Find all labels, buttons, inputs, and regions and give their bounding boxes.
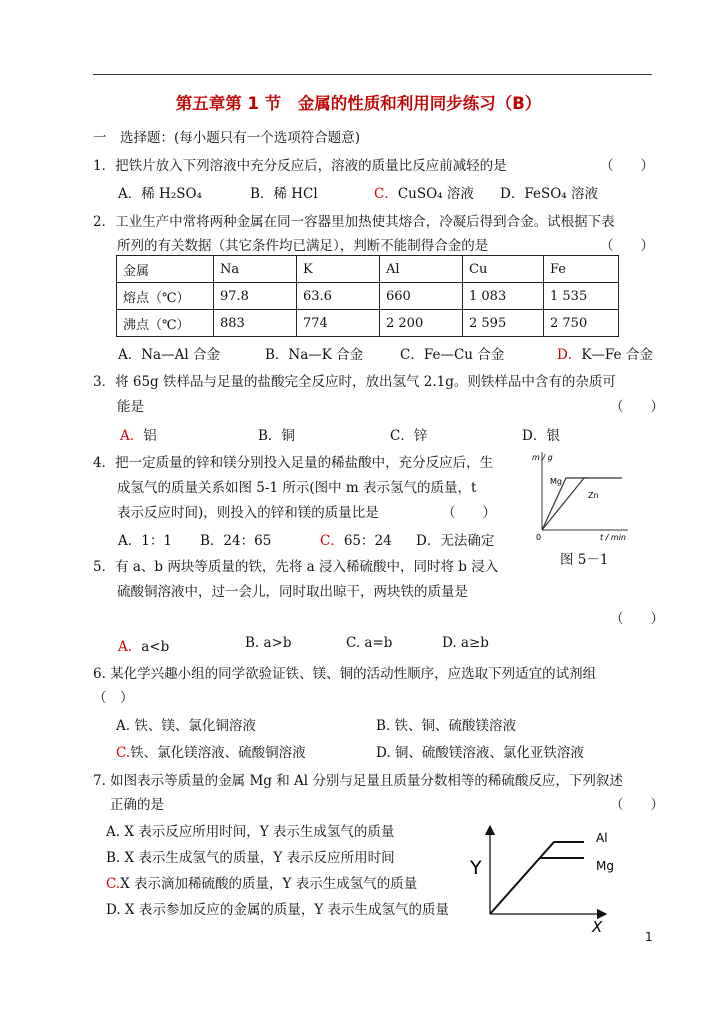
q3-stem-line1: 3．将 65g 铁样品与足量的盐酸完全反应时，放出氢气 2.1g。则铁样品中含有的杂质可: [93, 374, 616, 390]
q4-origin-label: 0: [536, 533, 542, 542]
table-cell: Cu: [463, 256, 544, 283]
table-cell: Al: [380, 256, 463, 283]
q5-stem-line2: 硫酸铜溶液中，过一会儿，同时取出晾干，两块铁的质量是: [117, 584, 468, 600]
q7-option-d: D. X 表示参加反应的金属的质量，Y 表示生成氢气的质量: [106, 902, 450, 918]
q7-figure: [466, 822, 626, 934]
q7-al-label: Al: [596, 831, 608, 845]
q2-option-d-text: K—Fe 合金: [581, 347, 653, 363]
table-cell: 熔点（℃）: [117, 283, 214, 310]
q2-stem-line1: 2．工业生产中常将两种金属在同一容器里加热使其熔合，冷凝后得到合金。试根据下表: [93, 214, 615, 230]
q6-answer-paren: （ ）: [93, 690, 134, 706]
table-cell: Na: [214, 256, 297, 283]
q3-option-a-letter: A．: [120, 428, 144, 444]
q5-option-a-text: a<b: [141, 639, 170, 655]
q1-answer-paren: （ ）: [600, 158, 654, 174]
q4-option-b: B．24：65: [200, 533, 272, 549]
q2-stem-line2: 所列的有关数据（其它条件均已满足），判断不能制得合金的是: [117, 238, 489, 254]
table-row: [117, 256, 619, 283]
q4-zn-label: Zn: [588, 491, 599, 500]
q7-x-label: X: [592, 918, 603, 934]
q4-x-label: t / min: [600, 533, 627, 542]
q5-option-a-letter: A．: [118, 639, 142, 655]
q7-y-label: Y: [470, 857, 482, 879]
q7-option-a: A. X 表示反应所用时间，Y 表示生成氢气的质量: [106, 824, 395, 840]
q1-option-c-text: CuSO₄ 溶液: [397, 186, 474, 202]
q7-mg-label: Mg: [596, 859, 614, 873]
table-cell: 97.8: [214, 283, 297, 310]
q1-option-c-letter: C．: [374, 186, 398, 202]
q2-option-b: B．Na—K 合金: [265, 347, 364, 363]
q2-data-table: [116, 255, 619, 337]
q1-stem: 1．把铁片放入下列溶液中充分反应后，溶液的质量比反应前减轻的是: [93, 158, 507, 174]
table-cell: 63.6: [297, 283, 380, 310]
q6-option-c: [116, 741, 306, 761]
q1-option-d: D．FeSO₄ 溶液: [500, 186, 598, 202]
q5-option-d: D. a≥b: [442, 635, 489, 651]
q1-option-c: [374, 182, 474, 202]
q6-option-a: A. 铁、镁、氯化铜溶液: [116, 718, 256, 734]
table-cell: Fe: [544, 256, 619, 283]
q3-answer-paren: （ ）: [610, 399, 664, 415]
q7-option-c-text: X 表示滴加稀硫酸的质量，Y 表示生成氢气的质量: [120, 876, 418, 892]
table-cell: 774: [297, 310, 380, 337]
table-cell: 1 083: [463, 283, 544, 310]
q6-stem-line1: 6. 某化学兴趣小组的同学欲验证铁、镁、铜的活动性顺序，应选取下列适宜的试剂组: [93, 666, 597, 682]
q7-option-b: B. X 表示生成氢气的质量，Y 表示反应所用时间: [106, 850, 395, 866]
q3-stem-line2: 能是: [117, 399, 144, 415]
q2-option-d: [557, 343, 653, 363]
q4-option-c: [320, 529, 392, 549]
table-row: [117, 310, 619, 337]
q4-stem-line1: 4．把一定质量的锌和镁分别投入足量的稀盐酸中，充分反应后，生: [93, 455, 494, 471]
q5-stem-line1: 5．有 a、b 两块等质量的铁，先将 a 浸入稀硫酸中，同时将 b 浸入: [93, 559, 499, 575]
q4-option-c-letter: C．: [320, 533, 344, 549]
section-heading: 一 选择题：(每小题只有一个选项符合题意): [93, 130, 361, 146]
q7-option-c: [106, 872, 417, 892]
page-number: 1: [645, 930, 653, 944]
q5-answer-paren: （ ）: [610, 611, 664, 627]
q4-figure-caption: 图 5－1: [560, 552, 609, 568]
q4-stem-line2: 成氢气的质量关系如图 5-1 所示(图中 m 表示氢气的质量，t: [117, 480, 477, 496]
table-row: [117, 283, 619, 310]
q5-option-a: [118, 635, 169, 655]
q2-option-a: A．Na—Al 合金: [118, 347, 220, 363]
q4-option-c-text: 65：24: [343, 533, 392, 549]
q3-option-c: C．锌: [390, 428, 428, 444]
table-cell: 2 750: [544, 310, 619, 337]
q6-option-b: B. 铁、铜、硫酸镁溶液: [376, 718, 517, 734]
q4-option-a: A．1：1: [118, 533, 172, 549]
q6-option-c-letter: C.: [116, 745, 131, 761]
q4-option-d: D．无法确定: [416, 533, 495, 549]
table-cell: 1 535: [544, 283, 619, 310]
q7-stem-line1: 7. 如图表示等质量的金属 Mg 和 Al 分别与足量且质量分数相等的稀硫酸反应，下列叙述: [93, 773, 623, 789]
q4-stem-line3: 表示反应时间)，则投入的锌和镁的质量比是: [117, 505, 379, 521]
q7-answer-paren: （ ）: [610, 797, 664, 813]
q1-option-b: B．稀 HCl: [250, 186, 318, 202]
page-title: 第五章第 1 节 金属的性质和利用同步练习（B）: [175, 94, 542, 113]
q4-figure: [528, 448, 638, 544]
q4-y-label: m / g: [532, 453, 553, 462]
q5-option-b: B. a>b: [245, 635, 292, 651]
q1-option-a: A．稀 H₂SO₄: [118, 186, 202, 202]
q3-option-a-text: 铝: [143, 428, 157, 444]
q7-al-line: [490, 842, 584, 914]
q2-option-d-letter: D．: [557, 347, 582, 363]
q7-stem-line2: 正确的是: [110, 797, 164, 813]
table-cell: 沸点（℃）: [117, 310, 214, 337]
table-cell: 2 595: [463, 310, 544, 337]
q5-option-c: C. a=b: [346, 635, 393, 651]
table-cell: 2 200: [380, 310, 463, 337]
table-cell: 660: [380, 283, 463, 310]
q4-answer-paren: （ ）: [442, 505, 496, 521]
q3-option-a: [120, 424, 157, 444]
header-rule: [93, 74, 652, 75]
q4-mg-label: Mg: [550, 477, 562, 486]
q7-option-c-letter: C.: [106, 876, 121, 892]
q2-answer-paren: （ ）: [600, 238, 654, 254]
q2-option-c: C．Fe—Cu 合金: [400, 347, 505, 363]
q3-option-d: D．银: [522, 428, 560, 444]
table-cell: 883: [214, 310, 297, 337]
table-cell: K: [297, 256, 380, 283]
table-cell: 金属: [117, 256, 214, 283]
q6-option-c-text: 铁、氯化镁溶液、硫酸铜溶液: [130, 745, 306, 761]
q6-option-d: D. 铜、硫酸镁溶液、氯化亚铁溶液: [376, 745, 584, 761]
q3-option-b: B．铜: [258, 428, 295, 444]
